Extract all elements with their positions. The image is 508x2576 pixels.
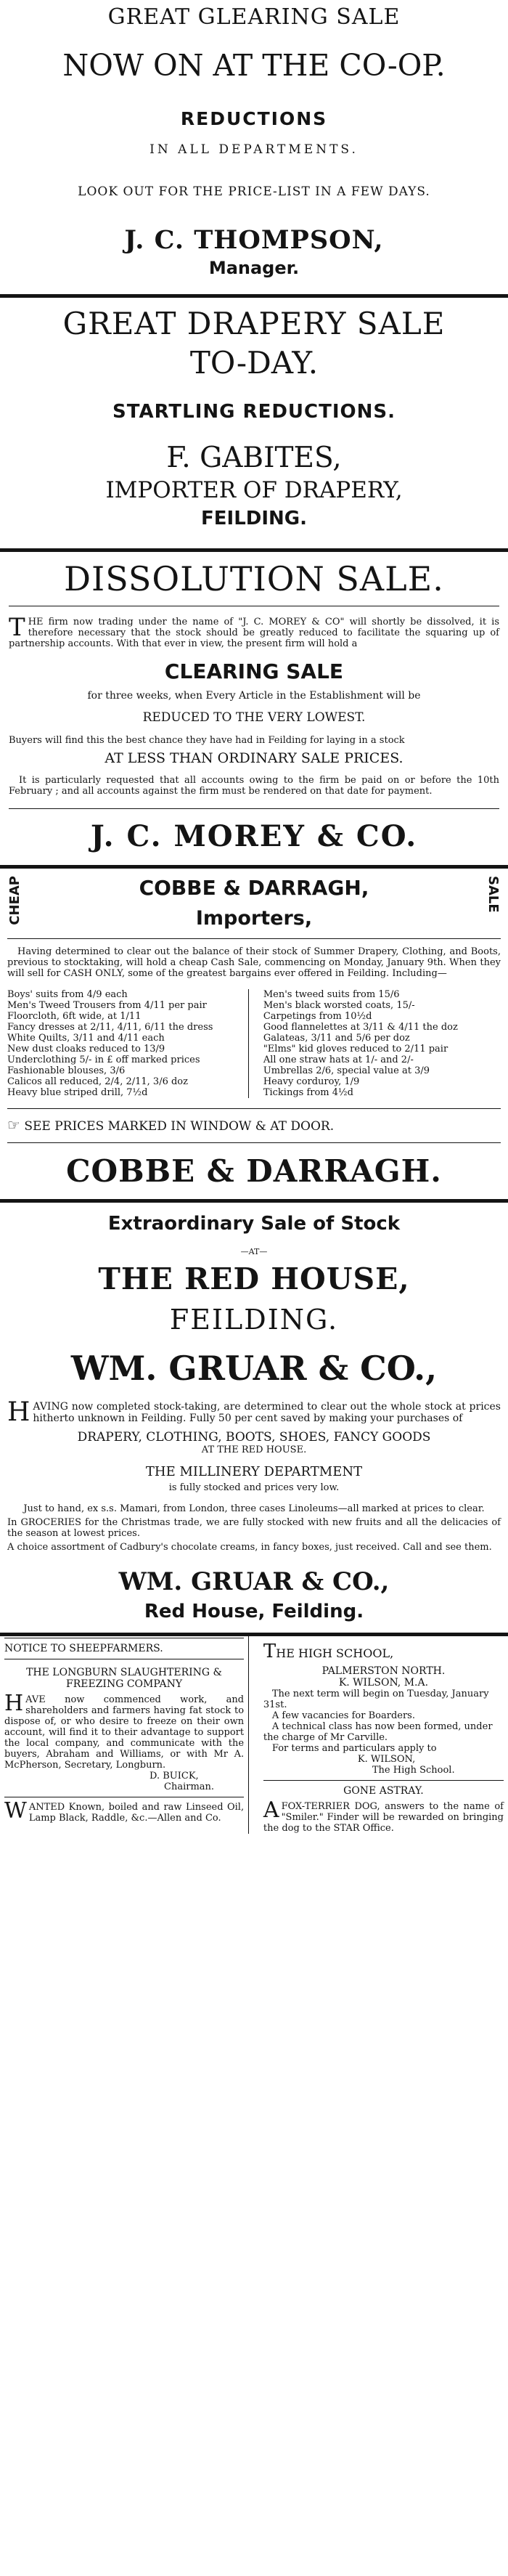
cobbe-darragh-ad (0, 876, 508, 1189)
text-line: IN ALL DEPARTMENTS. (149, 142, 359, 157)
price-item: Galateas, 3/11 and 5/6 per doz (263, 1033, 410, 1044)
paragraph: It is particularly requested that all accounts owing to the firm be paid on or before the 10th February ; and all accounts against the firm must be rendered on that date for payment. (9, 775, 499, 797)
price-item: Heavy blue striped drill, 7½d (7, 1087, 148, 1098)
paragraph: The next term will begin on Tuesday, January 31st. (263, 1689, 489, 1710)
signature: COBBE & DARRAGH. (66, 1153, 442, 1189)
heading: NOTICE TO SHEEPFARMERS. (4, 1643, 163, 1654)
price-item: New dust cloaks reduced to 13/9 (7, 1044, 165, 1055)
subhead: CLEARING SALE (164, 659, 344, 683)
text-line: FEILDING. (201, 508, 307, 529)
divider (0, 548, 508, 552)
text-line: for three weeks, when Every Article in the Establishment will be (87, 690, 421, 702)
side-label: SALE (486, 876, 501, 913)
text-line: AT LESS THAN ORDINARY SALE PRICES. (105, 750, 403, 766)
price-item: "Elms" kid gloves reduced to 2/11 pair (263, 1044, 448, 1055)
paragraph: In GROCERIES for the Christmas trade, we are fully stocked with new fruits and all the delicacies of the season at lowest prices. (7, 1517, 501, 1539)
notice-line: ☞ SEE PRICES MARKED IN WINDOW & AT DOOR. (7, 1116, 335, 1134)
gabites-ad (0, 305, 508, 529)
paragraph: Having determined to clear out the balance of their stock of Summer Drapery, Clothing, and Boots, previous to stocktaking, will hold a cheap Cash Sale, commencing on Monday, January 9th. When they will sell for CASH ONLY, some of the greatest bargains ever offered in Feilding. Including— (7, 946, 501, 979)
divider (7, 1142, 501, 1143)
signature: D. BUICK, (149, 1771, 199, 1781)
text-line: THE MILLINERY DEPARTMENT (145, 1464, 363, 1479)
signature: K. WILSON, (357, 1754, 416, 1765)
subhead: REDUCTIONS (180, 108, 328, 129)
price-item: Men's black worsted coats, 15/- (263, 1000, 415, 1011)
divider (263, 1780, 504, 1781)
paragraph: AFOX-TERRIER DOG, answers to the name of "Smiler." Finder will be rewarded on bringing the dog to the STAR Office. (263, 1797, 504, 1834)
price-item: Calicos all reduced, 2/4, 2/11, 3/6 doz (7, 1076, 188, 1087)
price-item: Tickings from 4½d (263, 1087, 353, 1098)
high-school-notice (259, 1636, 504, 1834)
signature: The High School. (372, 1765, 455, 1776)
pointing-hand-icon: ☞ (7, 1116, 20, 1134)
price-item: White Quilts, 3/11 and 4/11 each (7, 1033, 165, 1044)
gruar-red-house-ad (0, 1213, 508, 1622)
divider (0, 294, 508, 298)
text-line: K. WILSON, M.A. (338, 1677, 429, 1689)
signature: WM. GRUAR & CO., (118, 1567, 390, 1596)
heading: GONE ASTRAY. (343, 1785, 424, 1797)
price-list-left (7, 989, 249, 1098)
subhead: Importers, (195, 907, 313, 930)
signature: J. C. MOREY & CO. (90, 819, 418, 853)
name: WM. GRUAR & CO., (70, 1349, 438, 1388)
price-item: All one straw hats at 1/- and 2/- (263, 1055, 414, 1065)
divider (0, 1199, 508, 1203)
signature: Chairman. (164, 1781, 215, 1792)
drop-cap: T (263, 1641, 276, 1662)
paragraph: A choice assortment of Cadbury's chocolate creams, in fancy boxes, just received. Call and see them. (7, 1542, 492, 1553)
price-item: Boys' suits from 4/9 each (7, 989, 128, 1000)
paragraph: For terms and particulars apply to (271, 1743, 437, 1754)
subhead: THE LONGBURN SLAUGHTERING & FREEZING COMPANY (26, 1667, 223, 1690)
price-list-right (259, 989, 501, 1098)
side-label: CHEAP (7, 876, 22, 925)
text-line: AT THE RED HOUSE. (201, 1445, 307, 1455)
drop-cap: W (4, 1798, 27, 1824)
bottom-columns (0, 1636, 508, 1834)
headline: Extraordinary Sale of Stock (107, 1213, 401, 1235)
headline: COBBE & DARRAGH, (139, 876, 369, 900)
address: Red House, Feilding. (144, 1601, 364, 1622)
signature: J. C. THOMPSON, (124, 225, 384, 255)
price-item: Floorcloth, 6ft wide, at 1/11 (7, 1011, 142, 1022)
paragraph: THE firm now trading under the name of "J. C. MOREY & CO" will shortly be dissolved, it is therefore necessary that the stock should be greatly reduced to facilitate the squaring up of partnership accounts. With that ever in view, the present firm will hold a (9, 613, 499, 649)
text-line: LOOK OUT FOR THE PRICE-LIST IN A FEW DAYS. (78, 184, 430, 199)
headline: GREAT DRAPERY SALE (62, 306, 446, 341)
headline: GREAT GLEARING SALE (107, 4, 401, 30)
price-item: Good flannelettes at 3/11 & 4/11 the doz (263, 1022, 458, 1033)
text-line: DRAPERY, CLOTHING, BOOTS, SHOES, FANCY GOODS (77, 1430, 431, 1445)
paragraph: HAVING now completed stock-taking, are determined to clear out the whole stock at prices hitherto unknown in Feilding. Fully 50 per cent saved by making your purchases of (7, 1397, 501, 1427)
price-item: Carpetings from 10½d (263, 1011, 372, 1022)
price-item: Umbrellas 2/6, special value at 3/9 (263, 1065, 430, 1076)
price-item: Fashionable blouses, 3/6 (7, 1065, 126, 1076)
price-item: Fancy dresses at 2/11, 4/11, 6/11 the dress (7, 1022, 213, 1033)
price-item: Men's Tweed Trousers from 4/11 per pair (7, 1000, 207, 1011)
divider (7, 1108, 501, 1109)
drop-cap: H (7, 1397, 30, 1427)
price-list (7, 989, 501, 1098)
headline: DISSOLUTION SALE. (64, 559, 444, 598)
price-item: Underclothing 5/- in £ off marked prices (7, 1055, 200, 1065)
divider (9, 808, 499, 809)
headline: NOW ON AT THE CO-OP. (62, 48, 446, 83)
text-line: IMPORTER OF DRAPERY, (105, 477, 403, 503)
text-line: Buyers will find this the best chance they have had in Feilding for laying in a stock (9, 735, 405, 746)
headline: TO-DAY. (189, 345, 319, 381)
drop-cap: T (9, 613, 25, 642)
name: F. GABITES, (166, 442, 342, 474)
text-line: is fully stocked and prices very low. (168, 1482, 340, 1493)
paragraph: A few vacancies for Boarders. (271, 1710, 415, 1721)
paragraph: HAVE now commenced work, and shareholders and farmers having fat stock to dispose of, or who desire to freeze on their own account, will find it to their advantage to support the local company, and communicate with the buyers, Abraham and Williams, or with Mr A. McPherson, Secretary, Longburn. (4, 1691, 245, 1771)
price-item: Heavy corduroy, 1/9 (263, 1076, 360, 1087)
text-line: REDUCED TO THE VERY LOWEST. (142, 710, 366, 725)
price-item: Men's tweed suits from 15/6 (263, 989, 400, 1000)
paragraph: A technical class has now been formed, under the charge of Mr Carville. (263, 1721, 493, 1743)
text-line: —AT— (240, 1247, 268, 1256)
paragraph: WANTED Known, boiled and raw Linseed Oil, Lamp Black, Raddle, &c.—Allen and Co. (4, 1798, 245, 1824)
headline: THE RED HOUSE, (98, 1261, 410, 1296)
co-op-sale-ad (0, 0, 508, 278)
morey-dissolution-ad (0, 559, 508, 853)
text-line: FEILDING. (169, 1304, 339, 1336)
drop-cap: A (263, 1797, 279, 1823)
paragraph: Just to hand, ex s.s. Mamari, from London, three cases Linoleums—all marked at prices to clear. (23, 1503, 485, 1514)
text-line: PALMERSTON NORTH. (321, 1665, 446, 1677)
divider (7, 938, 501, 939)
title: Manager. (208, 258, 300, 278)
sheepfarmers-notice (4, 1636, 249, 1834)
heading: THE HIGH SCHOOL, (263, 1641, 394, 1662)
divider (0, 865, 508, 869)
drop-cap: H (4, 1691, 24, 1716)
subhead: STARTLING REDUCTIONS. (112, 401, 396, 423)
